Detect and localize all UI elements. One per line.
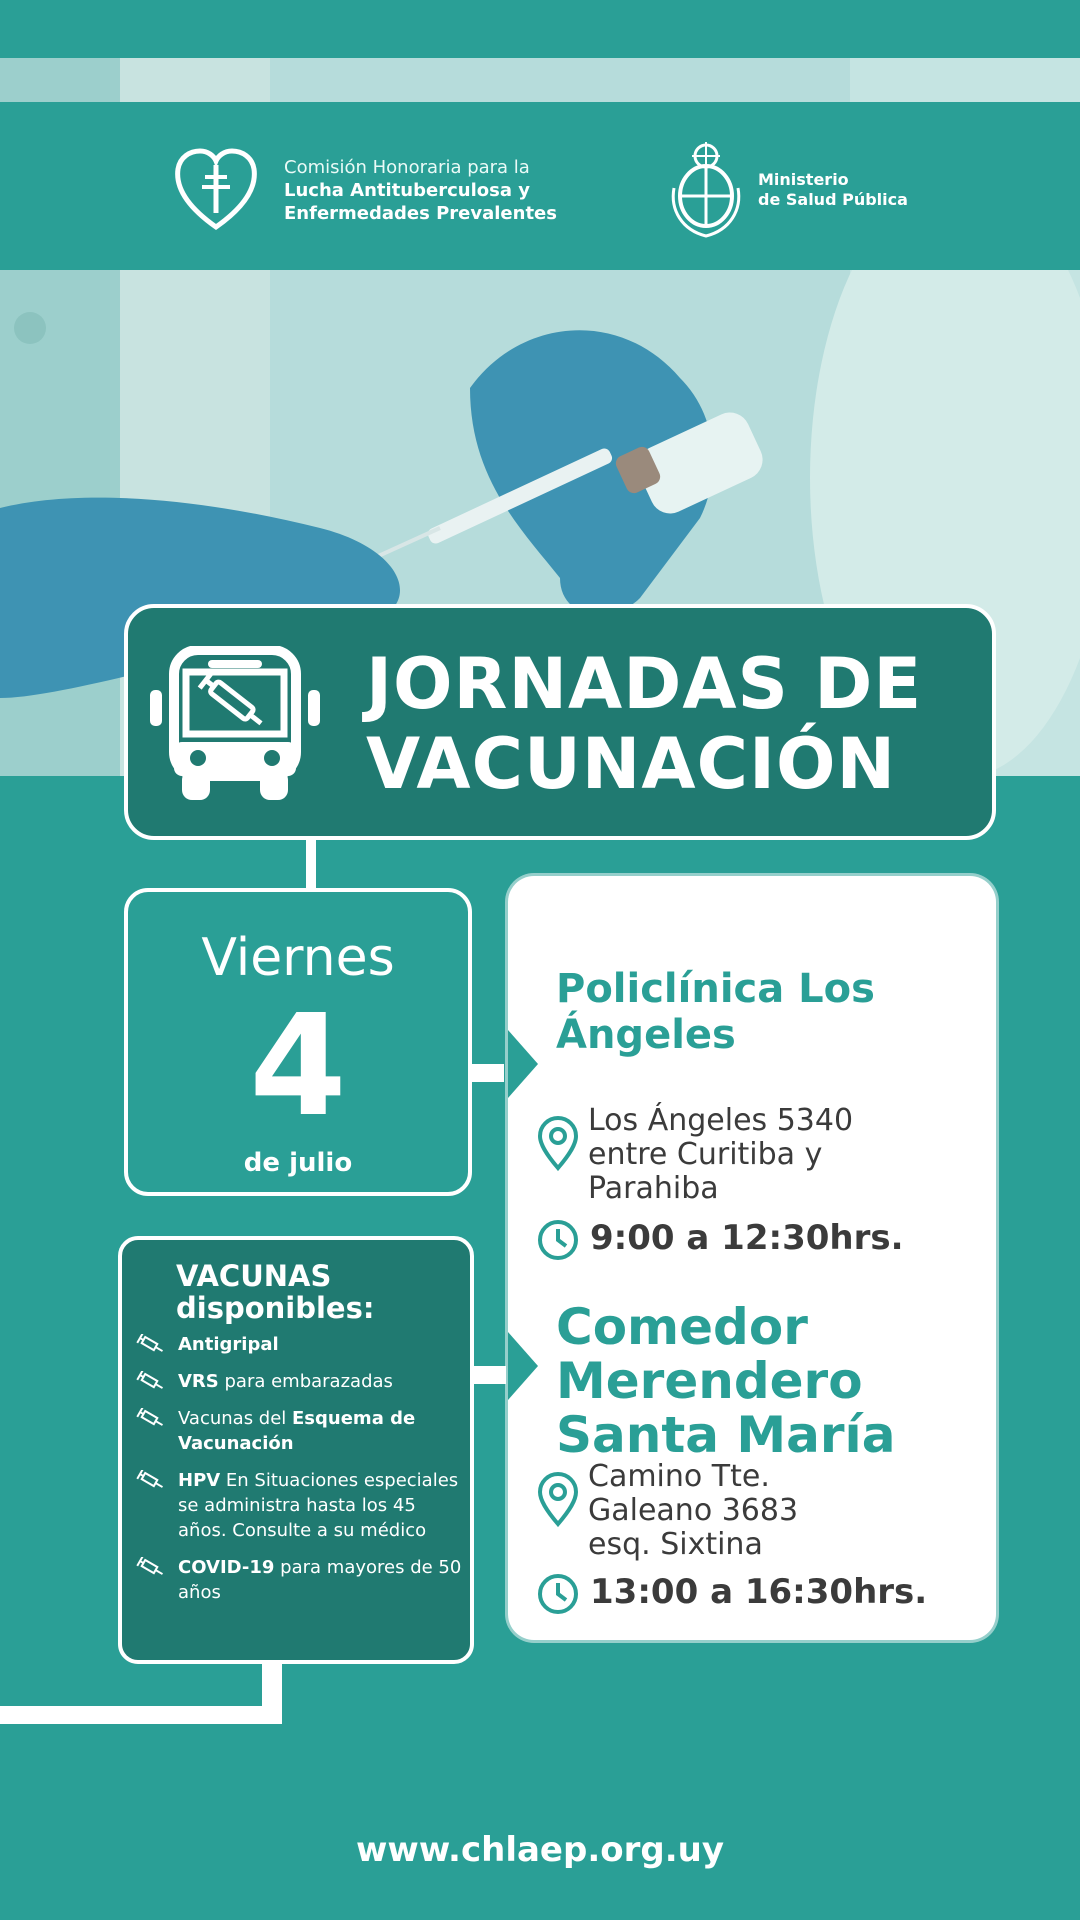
msp-logo-text [758,170,908,210]
title-line2: VACUNACIÓN [366,723,897,805]
card-notch-1 [508,1030,538,1098]
vaccine-detail: En Situaciones especiales se administra hasta los 45 años. Consulte a su médico [178,1470,459,1541]
connector-vacc-card [472,1366,506,1384]
clock-icon [536,1572,580,1616]
syringe-icon [136,1408,166,1430]
list-item [136,1468,466,1543]
vaccine-vrs [178,1369,393,1394]
location-2-address [588,1460,798,1562]
vaccine-antigripal [178,1332,279,1357]
syringe-icon [136,1557,166,1579]
location-2-name-line2: Merendero [556,1352,863,1410]
chlaep-logo-text [284,156,557,225]
map-pin-icon [536,1116,580,1172]
vaccine-name: Esquema de Vacunación [178,1408,416,1454]
location-2-name-line1: Comedor [556,1298,808,1356]
map-pin-icon [536,1472,580,1528]
vaccines-title-line2: disponibles: [176,1291,375,1325]
msp-line2: de Salud Pública [758,190,908,209]
chlaep-line1: Comisión Honoraria para la [284,156,530,178]
location-1-address-line2: entre Curitiba y [588,1137,823,1172]
vaccines-title [176,1260,374,1324]
location-1-hours: 9:00 a 12:30hrs. [590,1218,904,1258]
vaccine-name: COVID-19 [178,1557,275,1578]
vaccine-name: Antigripal [178,1334,279,1355]
chlaep-line3: Enfermedades Prevalentes [284,202,557,224]
chlaep-logo [172,147,557,233]
vaccine-detail: Vacunas del [178,1408,293,1429]
msp-line1: Ministerio [758,170,849,189]
list-item [136,1332,466,1357]
bus-syringe-icon [150,646,320,810]
location-2-hours-row [536,1572,927,1616]
page-title [366,644,922,804]
location-2-address-line2: Galeano 3683 [588,1493,799,1528]
location-2-name [556,1300,895,1462]
location-2-hours: 13:00 a 16:30hrs. [590,1572,928,1612]
connector-title-date [306,838,316,890]
location-2-address-line1: Camino Tte. [588,1459,770,1494]
list-item [136,1555,466,1605]
location-1-address [588,1104,853,1206]
connector-bottom-left [0,1706,282,1724]
vaccine-name: HPV [178,1470,221,1491]
connector-date-card [470,1064,504,1082]
date-box [124,888,472,1196]
date-month: de julio [243,1148,353,1178]
syringe-icon [136,1334,166,1356]
vaccine-esquema [178,1406,466,1456]
location-1-address-row [536,1104,853,1206]
heart-cross-icon [172,147,260,233]
location-1-address-line1: Los Ángeles 5340 [588,1103,854,1138]
clock-icon [536,1218,580,1262]
vaccine-detail: para mayores de 50 años [178,1557,462,1603]
vaccine-detail: para embarazadas [218,1371,393,1392]
vaccines-title-line1: VACUNAS [176,1259,332,1293]
msp-logo [668,140,908,240]
coat-of-arms-icon [668,140,744,240]
location-1-address-line3: Parahiba [588,1171,719,1206]
vaccine-name: VRS [178,1371,219,1392]
chlaep-line2: Lucha Antituberculosa y [284,179,530,201]
location-1-hours-row [536,1218,904,1262]
date-weekday: Viernes [201,928,395,988]
syringe-icon [136,1371,166,1393]
vaccines-box [118,1236,474,1664]
location-2-address-row [536,1460,798,1562]
location-1-name-line2: Ángeles [556,1012,736,1058]
vaccine-hpv [178,1468,466,1543]
website-link[interactable]: www.chlaep.org.uy [356,1830,724,1870]
location-1-name [556,966,875,1058]
vaccine-covid [178,1555,466,1605]
location-1-name-line1: Policlínica Los [556,966,875,1012]
location-2-address-line3: esq. Sixtina [588,1527,763,1562]
syringe-icon [136,1470,166,1492]
card-notch-2 [508,1332,538,1400]
date-day-number: 4 [249,985,347,1148]
title-box [124,604,996,840]
list-item [136,1406,466,1456]
vaccines-list [136,1332,466,1617]
title-line1: JORNADAS DE [366,643,923,725]
location-2-name-line3: Santa María [556,1406,896,1464]
locations-card [508,876,996,1640]
logo-band [0,102,1080,270]
list-item [136,1369,466,1394]
